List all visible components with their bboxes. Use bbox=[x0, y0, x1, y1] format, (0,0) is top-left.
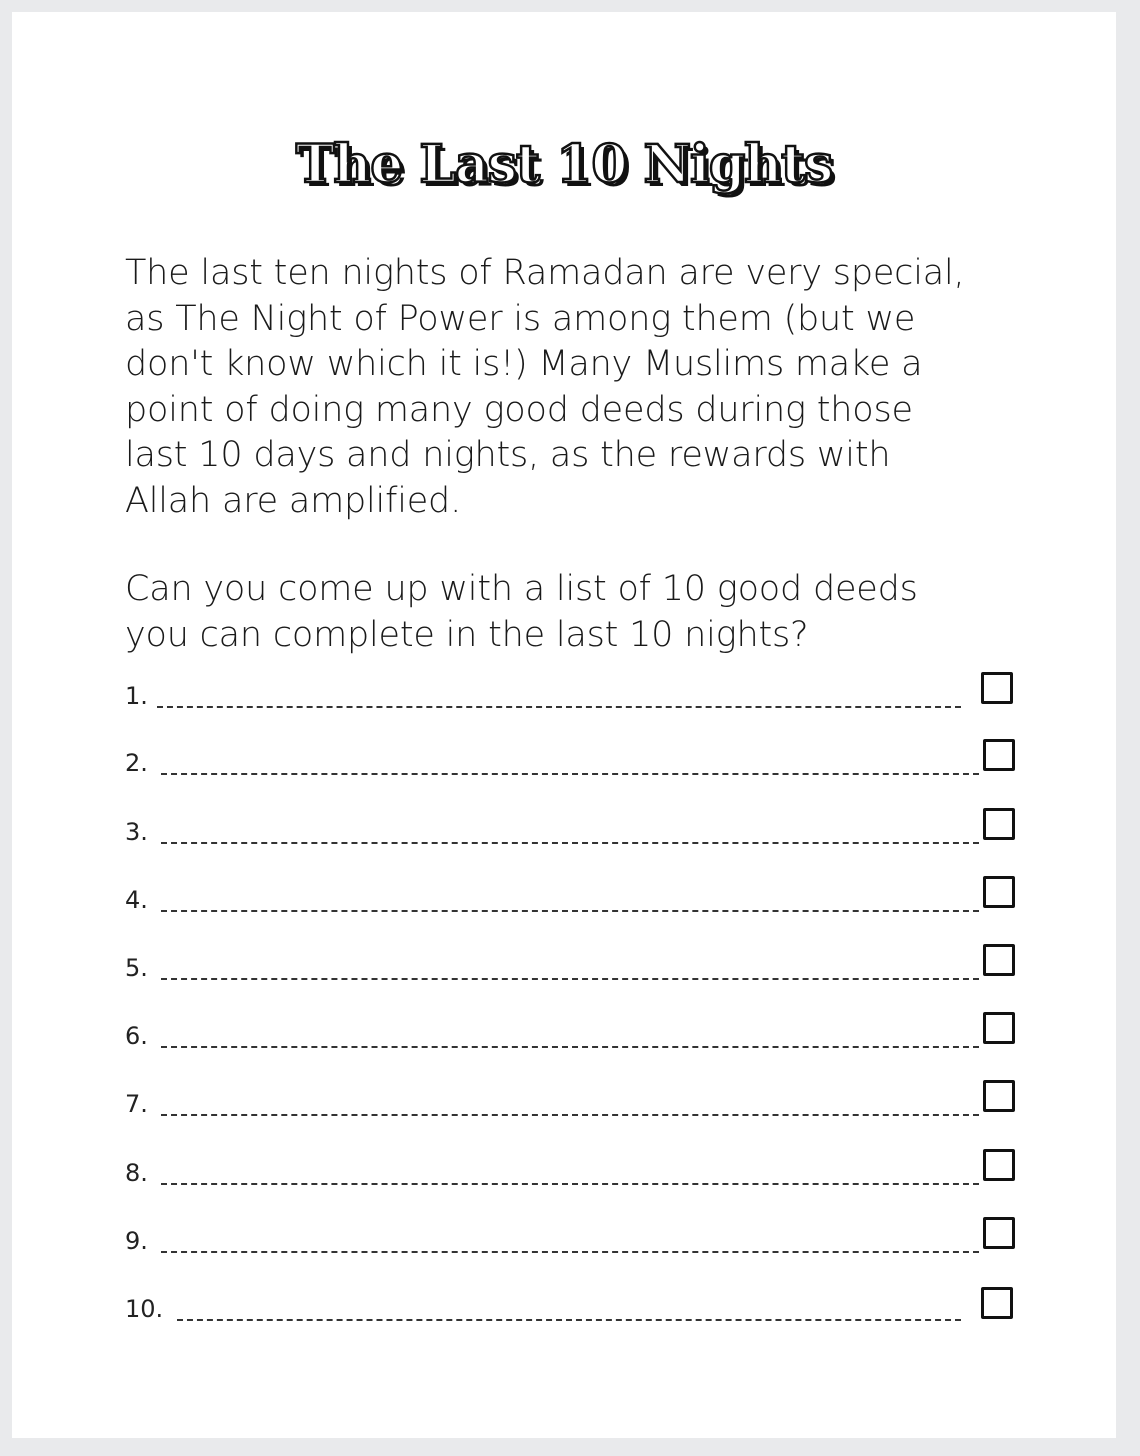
list-item bbox=[125, 1217, 1015, 1257]
worksheet-page bbox=[12, 12, 1116, 1438]
checkbox[interactable] bbox=[983, 1012, 1015, 1044]
question-line: Can you come up with a list of 10 good deeds bbox=[125, 569, 918, 609]
answer-line[interactable] bbox=[161, 1251, 979, 1253]
intro-line: as The Night of Power is among them (but we bbox=[125, 298, 916, 339]
list-item bbox=[125, 1285, 1013, 1325]
list-item bbox=[125, 944, 1015, 984]
answer-line[interactable] bbox=[161, 1183, 979, 1185]
checkbox[interactable] bbox=[983, 1217, 1015, 1249]
list-item bbox=[125, 1080, 1015, 1120]
item-number: 2. bbox=[125, 749, 148, 777]
intro-paragraph bbox=[125, 251, 1025, 524]
question-line: you can complete in the last 10 nights? bbox=[125, 614, 809, 655]
intro-line: last 10 days and nights, as the rewards with bbox=[125, 435, 891, 475]
answer-line[interactable] bbox=[157, 706, 961, 708]
answer-line[interactable] bbox=[161, 1046, 979, 1048]
question-paragraph bbox=[125, 567, 1025, 658]
answer-line[interactable] bbox=[177, 1319, 961, 1321]
checkbox[interactable] bbox=[983, 808, 1015, 840]
checkbox[interactable] bbox=[983, 739, 1015, 771]
answer-line[interactable] bbox=[161, 1114, 979, 1116]
checkbox[interactable] bbox=[983, 1080, 1015, 1112]
list-item bbox=[125, 1012, 1015, 1052]
list-item bbox=[125, 876, 1015, 916]
checkbox[interactable] bbox=[983, 944, 1015, 976]
answer-line[interactable] bbox=[161, 842, 979, 844]
item-number: 7. bbox=[125, 1090, 148, 1118]
list-item bbox=[125, 1149, 1015, 1189]
answer-line[interactable] bbox=[161, 773, 979, 775]
intro-line: The last ten nights of Ramadan are very special, bbox=[125, 253, 965, 293]
item-number: 1. bbox=[125, 682, 148, 710]
page-title: The Last 10 Nights bbox=[295, 134, 833, 195]
item-number: 6. bbox=[125, 1022, 148, 1050]
item-number: 3. bbox=[125, 818, 148, 846]
answer-line[interactable] bbox=[161, 910, 979, 912]
list-item bbox=[125, 672, 1013, 712]
intro-line: point of doing many good deeds during those bbox=[125, 389, 913, 430]
item-number: 9. bbox=[125, 1227, 148, 1255]
answer-line[interactable] bbox=[161, 978, 979, 980]
list-item bbox=[125, 808, 1015, 848]
item-number: 4. bbox=[125, 886, 148, 914]
checkbox[interactable] bbox=[981, 1287, 1013, 1319]
checkbox[interactable] bbox=[983, 1149, 1015, 1181]
item-number: 10. bbox=[125, 1295, 164, 1323]
list-item bbox=[125, 739, 1015, 779]
item-number: 5. bbox=[125, 954, 148, 982]
item-number: 8. bbox=[125, 1159, 148, 1187]
checkbox[interactable] bbox=[983, 876, 1015, 908]
checkbox[interactable] bbox=[981, 672, 1013, 704]
intro-line: don't know which it is!) Many Muslims make a bbox=[125, 344, 923, 384]
intro-line: Allah are amplified. bbox=[125, 480, 462, 521]
